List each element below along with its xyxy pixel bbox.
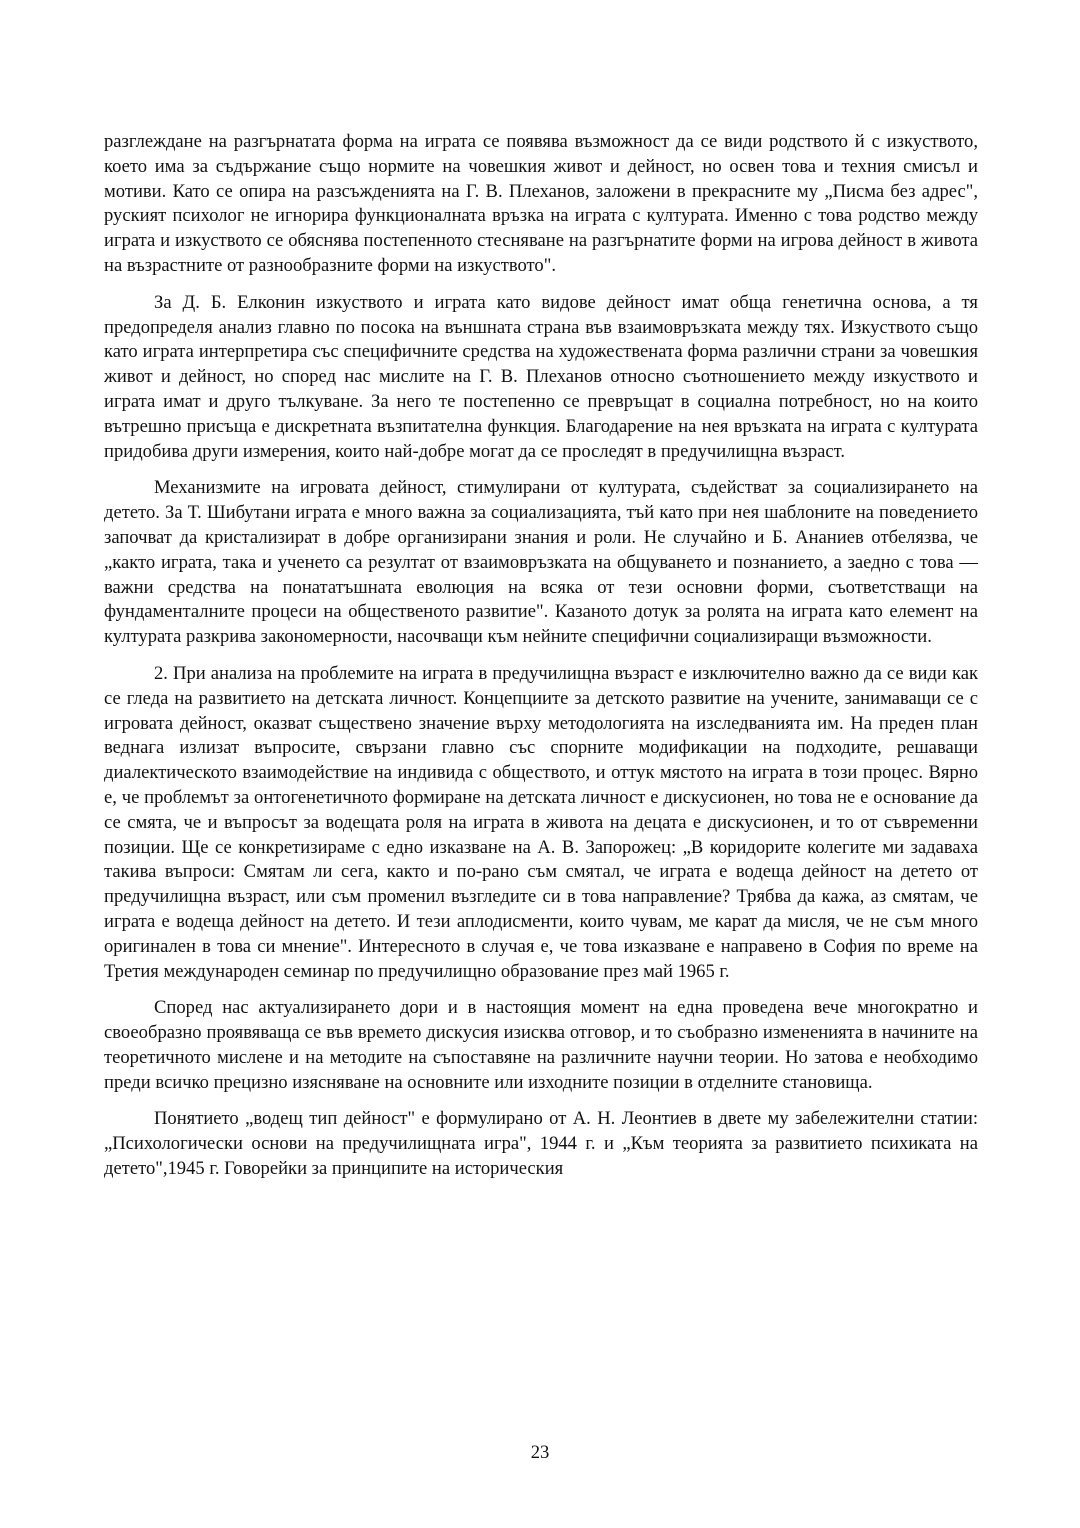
- paragraph-5: Според нас актуализирането дори и в настоящия момент на една проведена вече многократно и своеобразно проявяваща се във времето дискусия изисква отговор, и то съобразно измененията в начините на теоретичното мислене и на методите на съпоставяне на различните научни теории. Но затова е необходимо преди всичко прецизно изясняване на основните или изходните позиции в отделните становища.: [104, 997, 978, 1093]
- page-number: 23: [530, 1442, 550, 1463]
- paragraph-2: За Д. Б. Елконин изкуството и играта като видове дейност имат обща генетична основа, а тя предопределя анализ главно по посока на външната страна във взаимовръзката между тях. Изкуството също като играта интерпретира със специфичните средства на художествената форма различни страни за човешкия живот и дейност, но според нас мислите на Г. В. Плеханов относно съотношението между изкуството и играта имат и друго тълкуване. За него те постепенно се превръщат в социална потребност, но на които вътрешно присъща е дискретната възпитателна функция. Благодарение на нея връзката на играта с културата придобива други измерения, които най-добре могат да се проследят в предучилищна възраст.: [104, 291, 978, 462]
- paragraph-4: 2. При анализа на проблемите на играта в предучилищна възраст е изключително важно да се види как се гледа на развитието на детската личност. Концепциите за детското развитие на учените, занимаващи се с игровата дейност, оказват съществено значение върху методологията на изследванията им. На преден план веднага излизат въпросите, свързани главно със спорните модификации на подходите, решаващи диалектическото взаимодействие на индивида с обществото, и оттук мястото на играта в този процес. Вярно е, че проблемът за онтогенетичното формиране на детската личност е дискусионен, но това не е основание да се смята, че и въпросът за водещата роля на играта в живота на децата е дискусионен, и то от съвременни позиции. Ще се конкретизираме с едно изказване на А. В. Запорожец: „В коридорите колегите ми задаваха такива въпроси: Смятам ли сега, както и по-рано съм смятал, че играта е водеща дейност на детето от предучилищна възраст, или съм променил възгледите си в това направление? Трябва да кажа, аз смятам, че играта е водеща дейност на детето. И тези аплодисменти, които чувам, ме карат да мисля, че не съм много оригинален в това си мнение". Интересното в случая е, че това изказване е направено в София по време на Третия международен семинар по предучилищно образование през май 1965 г.: [104, 662, 978, 982]
- body-text: [104, 130, 978, 1194]
- paragraph-3: Механизмите на игровата дейност, стимулирани от културата, съдействат за социализирането на детето. За Т. Шибутани играта е много важна за социализацията, тъй като при нея шаблоните на поведението започват да кристализират в добре организирани знания и роли. Не случайно и Б. Ананиев отбелязва, че „както играта, така и ученето са резултат от взаимовръзката на общуването и познанието, а заедно с това — важни средства на понататъшната еволюция на всяка от тези основни форми, съответстващи на фундаменталните процеси на общественото развитие". Казаното дотук за ролята на играта като елемент на културата разкрива закономерности, насочващи към нейните специфични социализиращи възможности.: [104, 477, 978, 648]
- paragraph-6: Понятието „водещ тип дейност" е формулирано от А. Н. Леонтиев в двете му забележителни статии: „Психологически основи на предучилищната игра", 1944 г. и „Към теорията за развитието психиката на детето",1945 г. Говорейки за принципите на историческия: [104, 1108, 978, 1180]
- paragraph-1: разглеждане на разгърнатата форма на играта се появява възможност да се види родството й с изкуството, което има за съдържание също нормите на човешкия живот и дейност, но освен това и техния смисъл и мотиви. Като се опира на разсъжденията на Г. В. Плеханов, заложени в прекрасните му „Писма без адрес", руският психолог не игнорира функционалната връзка на играта с културата. Именно с това родство между играта и изкуството се обяснява постепенното стесняване на разгърнатите форми на игрова дейност в живота на възрастните от разнообразните форми на изкуството".: [104, 131, 978, 276]
